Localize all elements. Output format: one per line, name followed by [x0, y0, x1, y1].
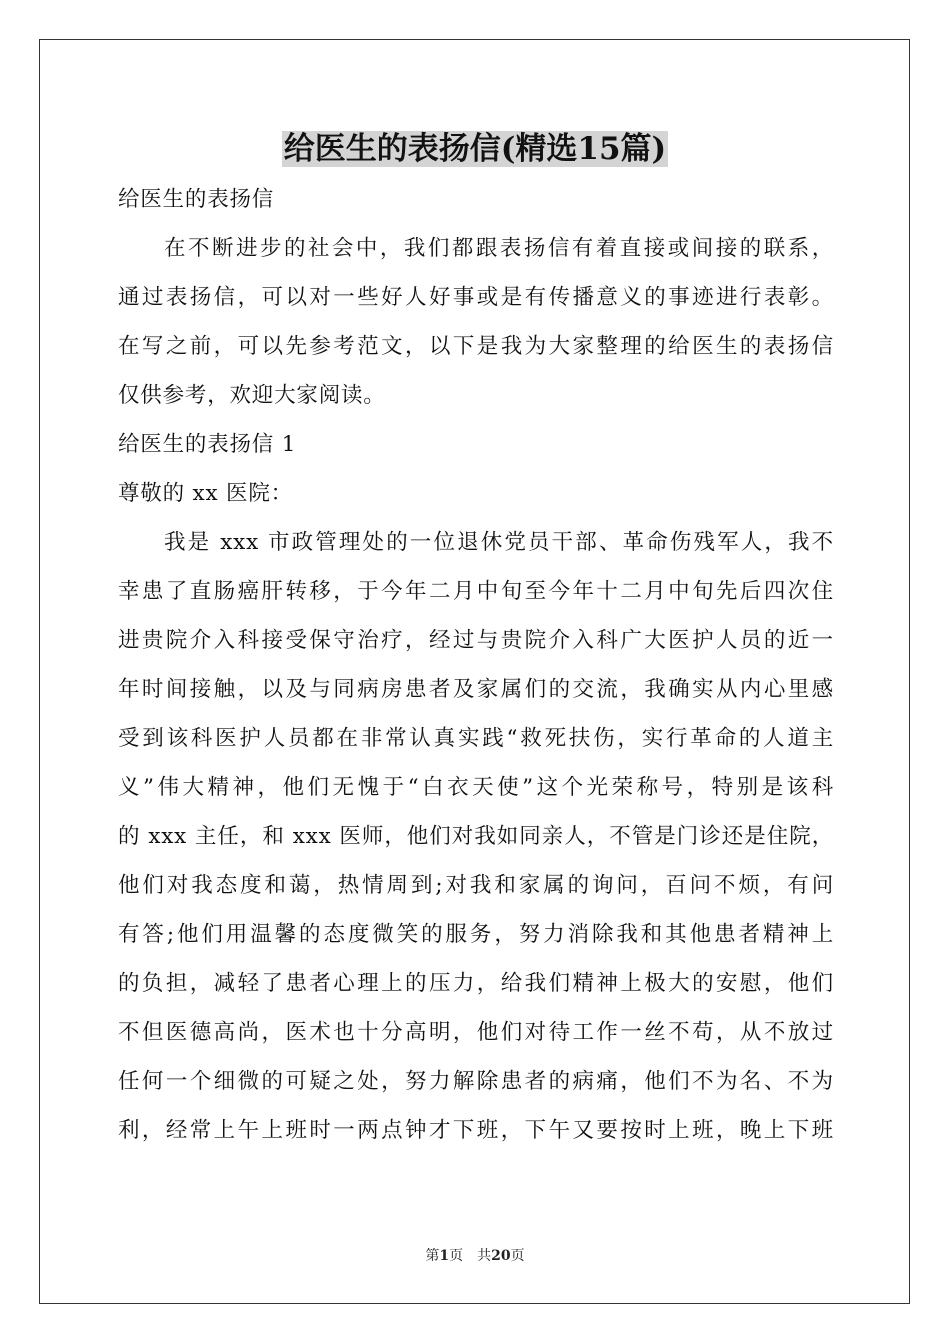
- text-line: 利，经常上午上班时一两点钟才下班，下午又要按时上班，晚上下班: [118, 1118, 834, 1143]
- footer-suffix: 页: [510, 1248, 525, 1264]
- text-line: 在不断进步的社会中，我们都跟表扬信有着直接或间接的联系，: [164, 236, 834, 261]
- footer-page-number: 1: [439, 1248, 450, 1264]
- text-line: 通过表扬信，可以对一些好人好事或是有传播意义的事迹进行表彰。: [118, 285, 834, 310]
- document-title-text: 给医生的表扬信(精选15篇): [283, 131, 667, 167]
- text-line: 进贵院介入科接受保守治疗，经过与贵院介入科广大医护人员的近一: [118, 628, 834, 653]
- text-line: 年时间接触，以及与同病房患者及家属们的交流，我确实从内心里感: [118, 677, 834, 702]
- text-line: 给医生的表扬信 1: [118, 432, 297, 457]
- document-body: [118, 175, 834, 1155]
- text-line: 受到该科医护人员都在非常认真实践“救死扶伤，实行革命的人道主: [118, 726, 834, 751]
- text-line: 我是 xxx 市政管理处的一位退休党员干部、革命伤残军人，我不: [164, 530, 834, 555]
- footer-total-pages: 20: [491, 1248, 511, 1264]
- text-line: 幸患了直肠癌肝转移，于今年二月中旬至今年十二月中旬先后四次住: [118, 579, 834, 604]
- text-line: 仅供参考，欢迎大家阅读。: [118, 383, 386, 408]
- text-line: 不但医德高尚，医术也十分高明，他们对待工作一丝不苟，从不放过: [118, 1020, 834, 1045]
- text-line: 任何一个细微的可疑之处，努力解除患者的病痛，他们不为名、不为: [118, 1069, 834, 1094]
- text-line: 给医生的表扬信: [118, 187, 275, 212]
- page-footer: [0, 1246, 950, 1266]
- text-line: 在写之前，可以先参考范文，以下是我为大家整理的给医生的表扬信: [118, 334, 834, 359]
- text-line: 他们对我态度和蔼，热情周到;对我和家属的询问，百问不烦，有问: [118, 873, 834, 898]
- text-line: 有答;他们用温馨的态度微笑的服务，努力消除我和其他患者精神上: [118, 922, 834, 947]
- footer-mid: 页 共: [449, 1248, 492, 1264]
- text-line: 的负担，减轻了患者心理上的压力，给我们精神上极大的安慰，他们: [118, 971, 834, 996]
- document-title: [0, 126, 950, 172]
- text-line: 的 xxx 主任，和 xxx 医师，他们对我如同亲人，不管是门诊还是住院，: [118, 824, 834, 849]
- footer-prefix: 第: [425, 1248, 440, 1264]
- text-line: 尊敬的 xx 医院：: [118, 481, 293, 506]
- text-line: 义”伟大精神，他们无愧于“白衣天使”这个光荣称号，特别是该科: [118, 775, 834, 800]
